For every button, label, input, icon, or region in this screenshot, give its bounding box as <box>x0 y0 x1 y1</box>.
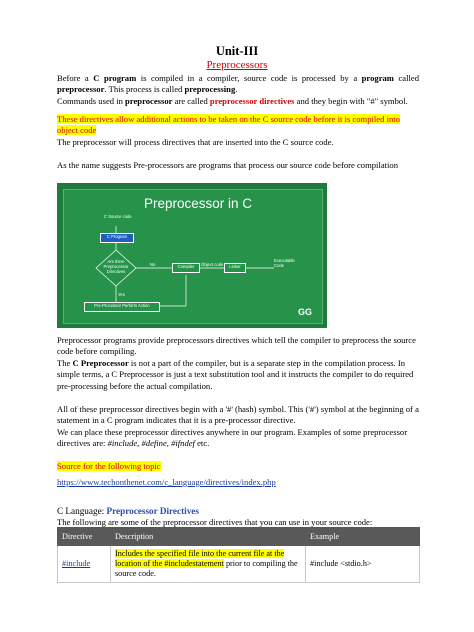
directives-table <box>57 527 420 583</box>
intro-paragraph: Before a C program is compiled in a compiler, source code is processed by a program called preprocessor. This process is called preprocessing. <box>57 73 419 95</box>
preprocessor-diagram <box>57 183 327 328</box>
c-preprocessor-paragraph: The C Preprocessor is not a part of the compiler, but is a separate step in the compilation process. In simple terms, a C Preprocessor is just a text substitution tool and it instructs the compiler to do required pre-processing before the actual compilation. <box>57 358 414 391</box>
column-header-description: Description <box>111 528 306 546</box>
table-row <box>58 546 420 583</box>
compiler-box: Compiler <box>172 263 200 273</box>
source-code-label: C Source code <box>104 214 132 219</box>
process-paragraph: The preprocessor will process directives that are inserted into the C source code. <box>57 137 334 147</box>
diagram-title: Preprocessor in C <box>144 196 253 211</box>
page-title: Unit-III <box>215 44 259 58</box>
object-code-label: Object code <box>201 262 224 267</box>
logo-icon: GG <box>297 307 312 317</box>
c-program-box: C Program <box>100 233 134 243</box>
directives-paragraph: Commands used in preprocessor are called preprocessor directives and they begin with "#" symbol. <box>57 96 408 106</box>
column-header-example: Example <box>306 528 420 546</box>
section-heading: C Language: Preprocessor Directives <box>57 506 199 516</box>
purpose-paragraph: As the name suggests Pre-processors are programs that process our source code before compilation <box>57 160 399 170</box>
section-intro: The following are some of the preprocessor directives that you can use in your source code: <box>57 517 373 527</box>
no-label: No <box>150 262 156 267</box>
action-box: Pre-Processor Perform Action <box>84 302 160 312</box>
directive-cell[interactable]: #include <box>58 546 111 583</box>
table-header-row <box>58 528 420 546</box>
page-subtitle: Preprocessors <box>206 59 268 71</box>
highlighted-paragraph: These directives allow additional actions to be taken on the C source code before it is compiled into object code <box>57 114 400 136</box>
hash-paragraph: All of these preprocessor directives begin with a '#' (hash) symbol. This ('#') symbol at the beginning of a statement in a C program indicates that it is a pre-processor directive. <box>57 404 419 426</box>
description-cell: Includes the specified file into the current file at the location of the #includestatement prior to compiling the source code. <box>111 546 306 583</box>
decision-label: Are there Preprocessor Directives <box>103 259 129 274</box>
linker-box: Linker <box>224 263 246 273</box>
programs-paragraph: Preprocessor programs provide preprocessors directives which tell the compiler to preprocess the source code before compiling. <box>57 335 416 357</box>
executable-label: Executable Code <box>274 258 295 268</box>
example-cell: #include <stdio.h> <box>306 546 420 583</box>
source-note: Source for the following topic <box>57 461 161 471</box>
column-header-directive: Directive <box>58 528 111 546</box>
examples-paragraph: We can place these preprocessor directives anywhere in our program. Examples of some preprocessor directives are: #include, #define, #ifndef etc. <box>57 427 408 449</box>
source-link[interactable]: https://www.techonthenet.com/c_language/directives/index.php <box>57 477 276 487</box>
yes-label: Yes <box>118 292 125 297</box>
